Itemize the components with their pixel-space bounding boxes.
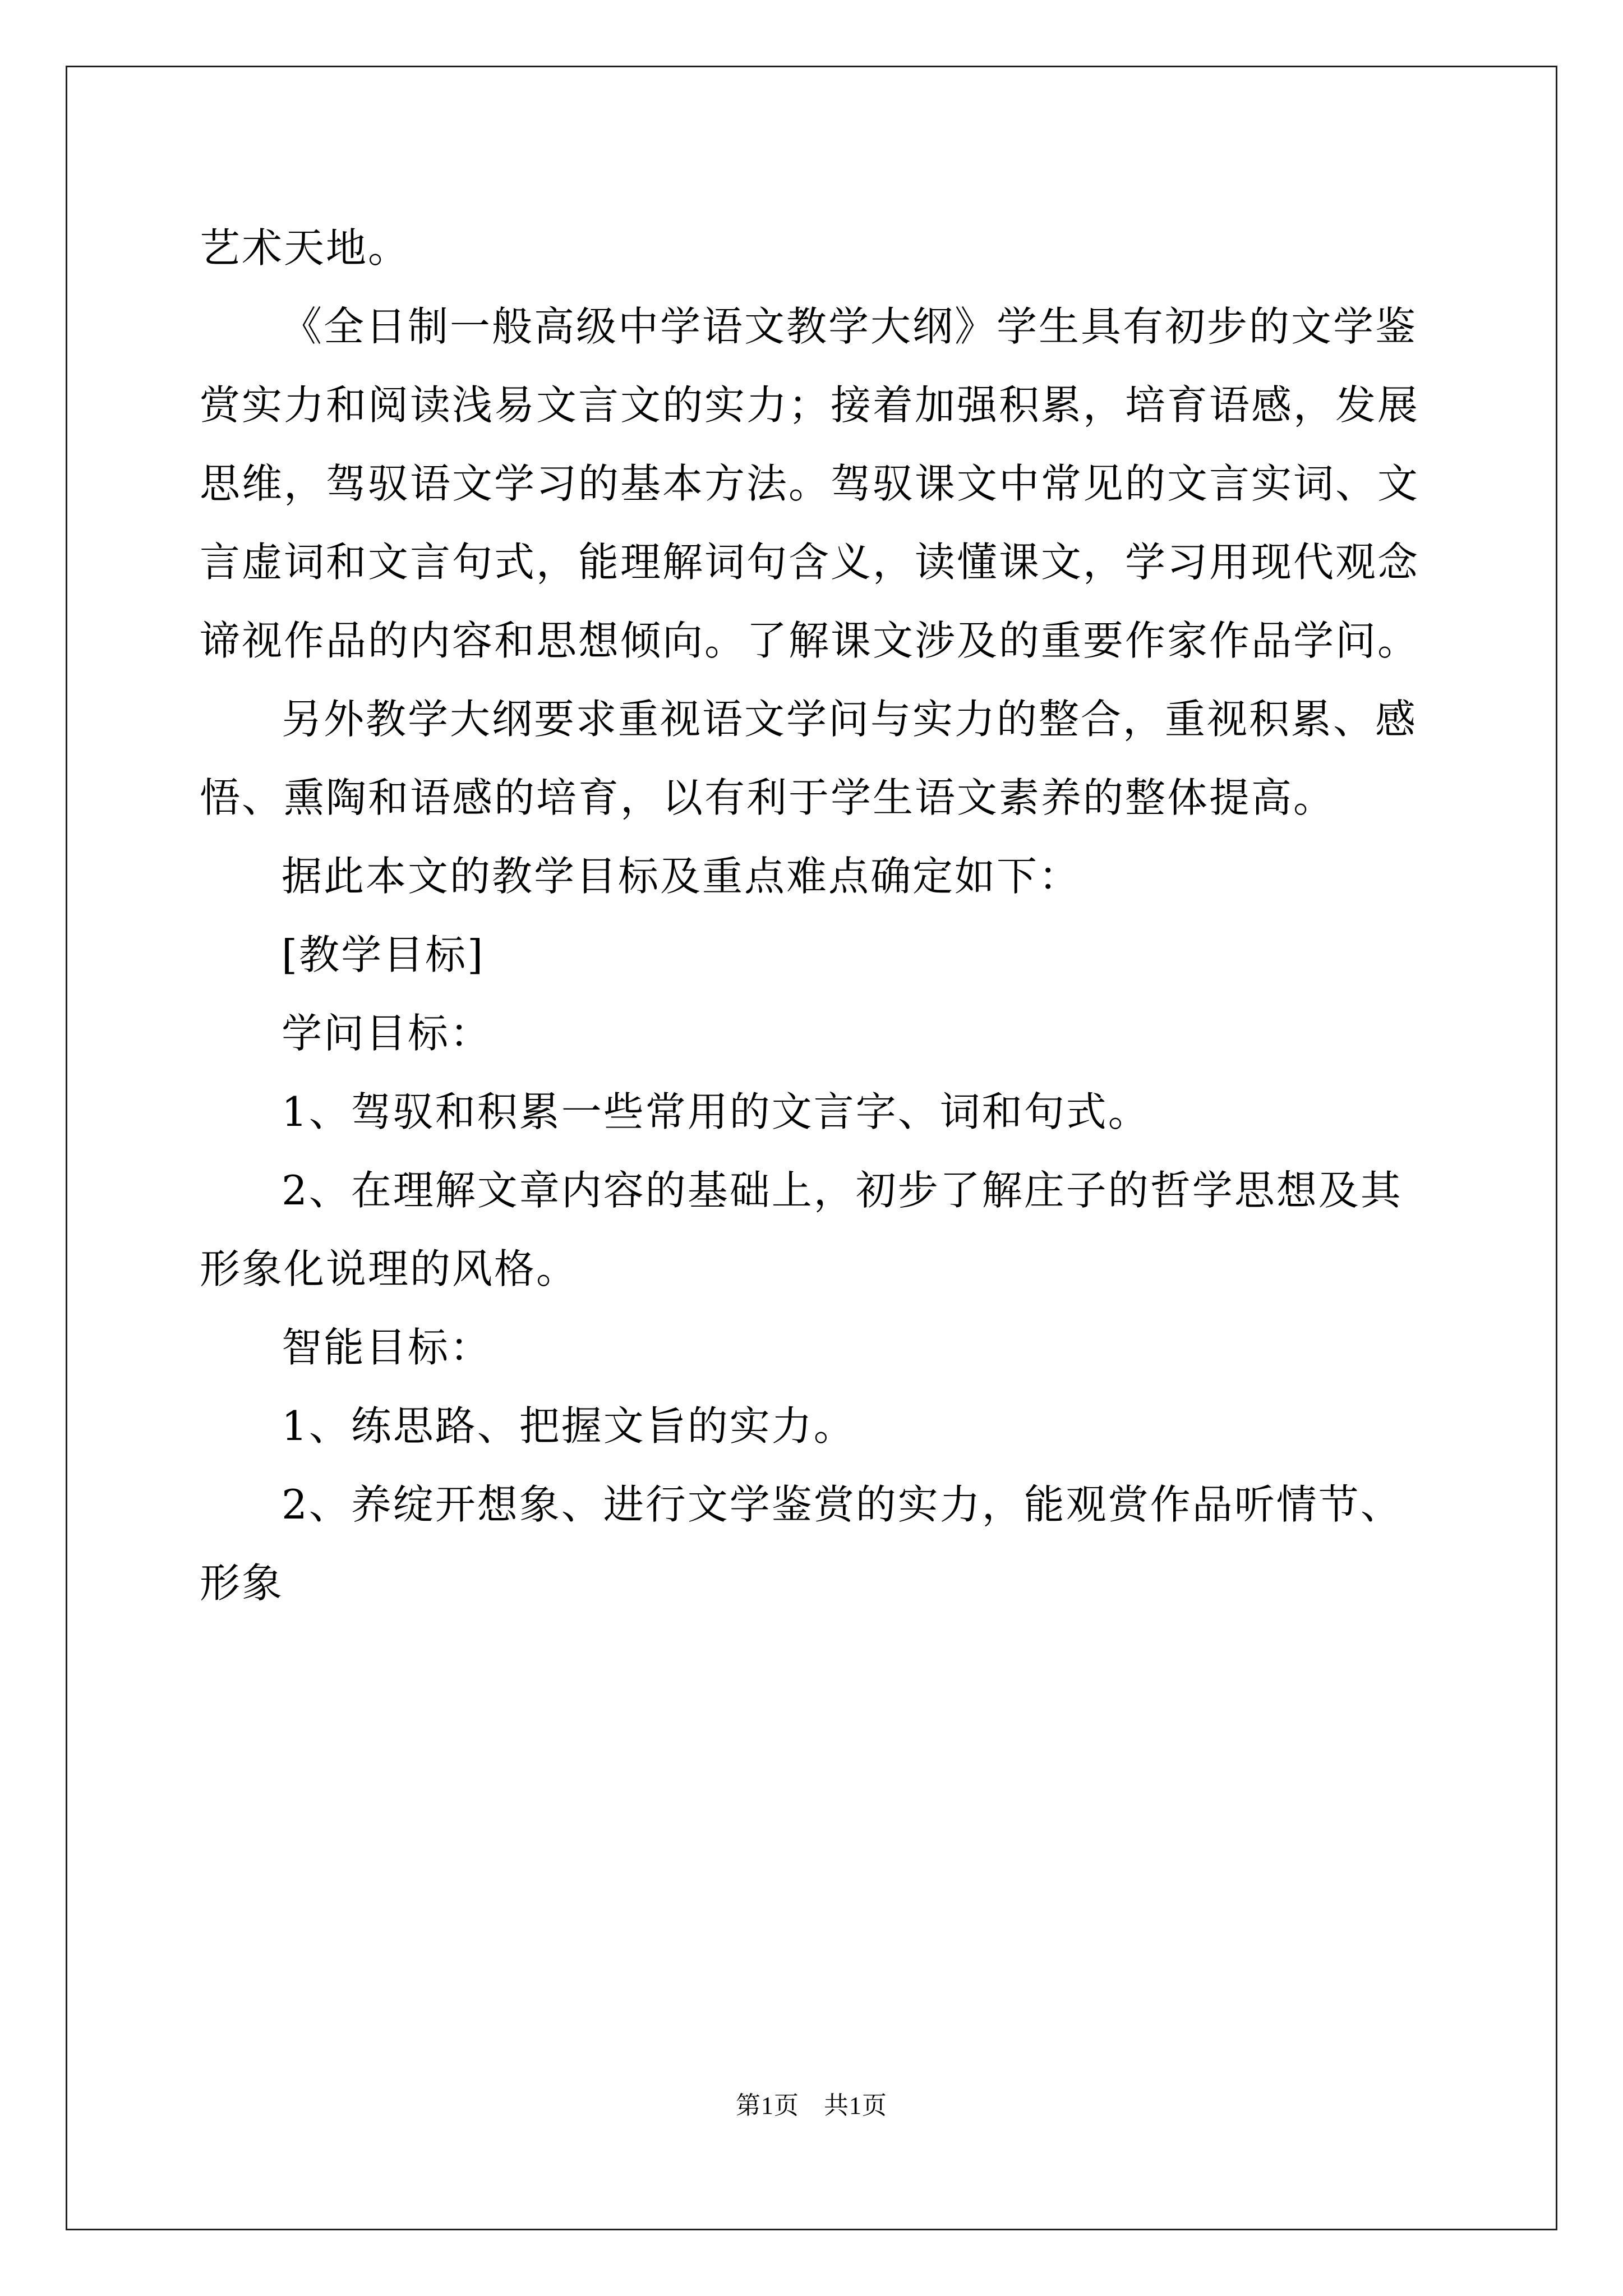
subheading: 学问目标： xyxy=(282,1010,492,1057)
section-heading: [教学目标] xyxy=(282,931,485,978)
paragraph: 据此本文的教学目标及重点难点确定如下： xyxy=(282,853,1081,900)
page-footer xyxy=(0,2090,1623,2122)
document-body xyxy=(200,209,1428,1622)
page-total: 共1页 xyxy=(824,2092,887,2119)
list-item: 2、养绽开想象、进行文学鉴赏的实力，能观赏作品听情节、形象 xyxy=(200,1481,1403,1607)
paragraph: 《全日制一般高级中学语文教学大纲》学生具有初步的文学鉴赏实力和阅读浅易文言文的实力；接着加强积累，培育语感，发展思维，驾驭语文学习的基本方法。驾驭课文中常见的文言实词、文言虚词和文言句式，能理解词句含义，读懂课文，学习用现代观念谛视作品的内容和思想倾向。了解课文涉及的重要作家作品学问。 xyxy=(200,303,1420,664)
paragraph: 艺术天地。 xyxy=(200,224,411,272)
subheading: 智能目标： xyxy=(282,1324,492,1371)
list-item: 1、练思路、把握文旨的实力。 xyxy=(282,1402,856,1450)
list-item: 1、驾驭和积累一些常用的文言字、词和句式。 xyxy=(282,1088,1150,1135)
page-number: 第1页 xyxy=(736,2092,799,2119)
paragraph: 另外教学大纲要求重视语文学问与实力的整合，重视积累、感悟、熏陶和语感的培育，以有利于学生语文素养的整体提高。 xyxy=(200,696,1418,821)
list-item: 2、在理解文章内容的基础上，初步了解庄子的哲学思想及其形象化说理的风格。 xyxy=(200,1167,1403,1292)
